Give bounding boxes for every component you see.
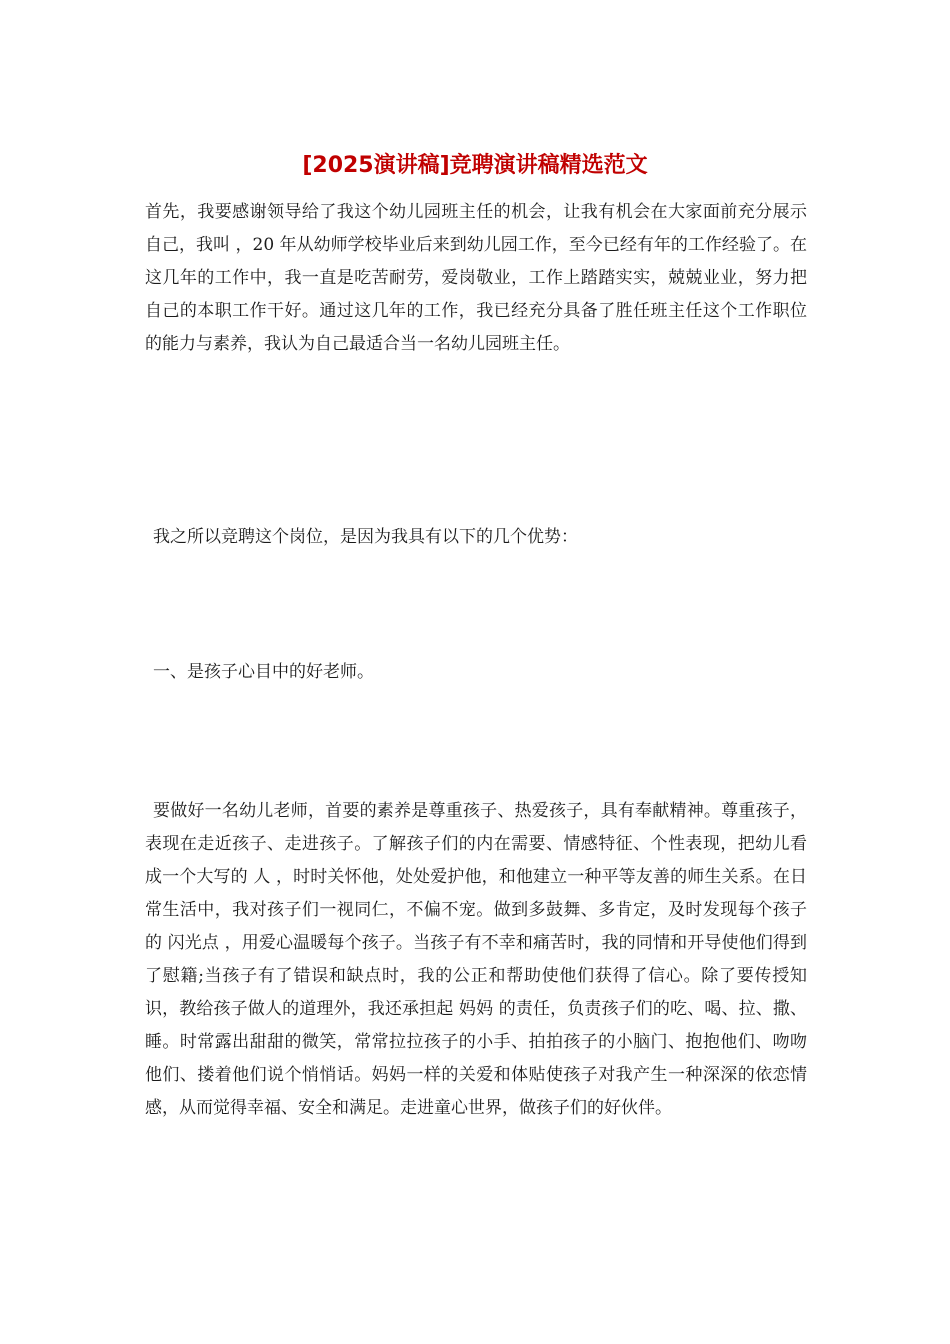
paragraph-good-teacher: 要做好一名幼儿老师，首要的素养是尊重孩子、热爱孩子，具有奉献精神。尊重孩子，表现在走近孩子、走进孩子。了解孩子们的内在需要、情感特征、个性表现，把幼儿看成一个大写的 人 ，时时关怀他，处处爱护他，和他建立一种平等友善的师生关系。在日常生活中，我对孩子们一视同仁，不偏不宠。做到多鼓舞、多肯定，及时发现每个孩子的 闪光点 ，用爱心温暖每个孩子。当孩子有不幸和痛苦时，我的同情和开导使他们得到了慰籍;当孩子有了错误和缺点时，我的公正和帮助使他们获得了信心。除了要传授知识，教给孩子做人的道理外，我还承担起 妈妈 的责任，负责孩子们的吃、喝、拉、撒、睡。时常露出甜甜的微笑，常常拉拉孩子的小手、拍拍孩子的小脑门、抱抱他们、吻吻他们、搂着他们说个悄悄话。妈妈一样的关爱和体贴使孩子对我产生一种深深的依恋情感，从而觉得幸福、安全和满足。走进童心世界，做孩子们的好伙伴。 — [145, 801, 807, 1118]
paragraph-advantages-intro: 我之所以竞聘这个岗位，是因为我具有以下的几个优势： — [153, 527, 578, 547]
document-title: [2025演讲稿]竞聘演讲稿精选范文 — [302, 153, 648, 178]
section-heading-1: 一、是孩子心目中的好老师。 — [153, 662, 374, 682]
paragraph-intro: 首先，我要感谢领导给了我这个幼儿园班主任的机会，让我有机会在大家面前充分展示自己，我叫 ，20 年从幼师学校毕业后来到幼儿园工作，至今已经有年的工作经验了。在这几年的工作中，我一直是吃苦耐劳，爱岗敬业，工作上踏踏实实，兢兢业业，努力把自己的本职工作干好。通过这几年的工作，我已经充分具备了胜任班主任这个工作职位的能力与素养，我认为自己最适合当一名幼儿园班主任。 — [145, 202, 807, 354]
